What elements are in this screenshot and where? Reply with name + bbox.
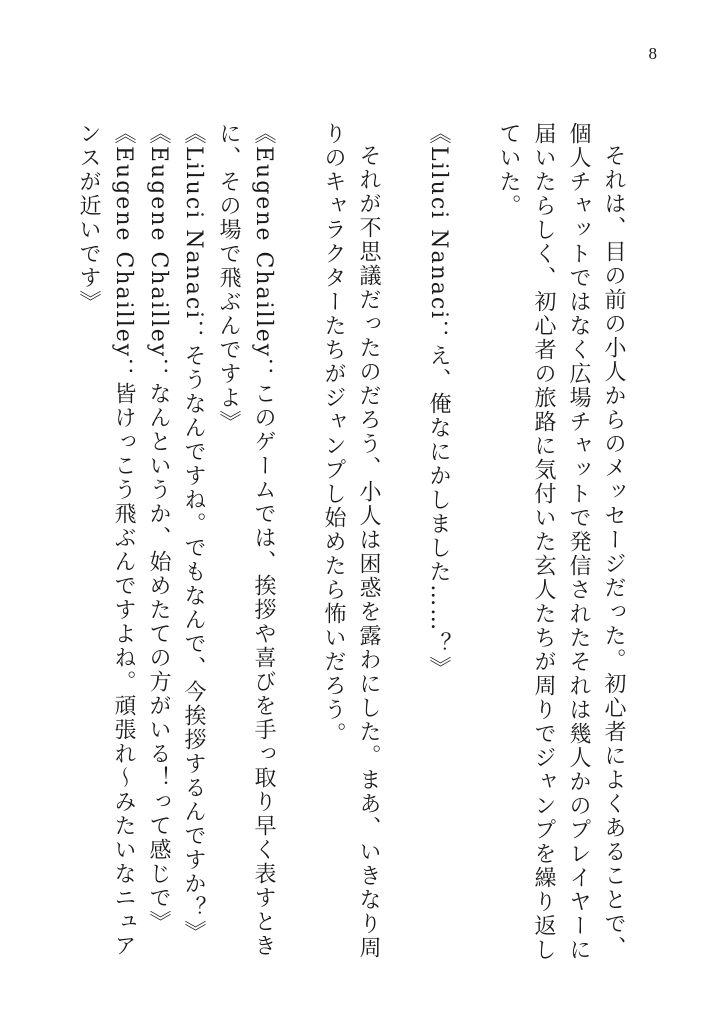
- chat-message: 《Eugene Chailley：皆けっこう飛ぶんですよね。頑張れ〜みたいなニュアンスが近いです》: [76, 122, 136, 959]
- chat-message: 《Eugene Chailley：このゲームでは、挨拶や喜びを手っ取り早く表すときに、その場で飛ぶんですよ》: [216, 122, 276, 959]
- narration-paragraph: それは、目の前の小人からのメッセージだった。初心者によくあることで、個人チャットではなく広場チャットで発信されたそれは幾人かのプレイヤーに届いたらしく、初心者の旅路に気付いた玄人たちが周りでジャンプを繰り返していた。: [496, 122, 626, 962]
- narration-paragraph: それが不思議だったのだろう、小人は困惑を露わにした。まあ、いきなり周りのキャラクターたちがジャンプし始めたら怖いだろう。: [321, 122, 381, 960]
- chat-message: 《Eugene Chailley：なんというか、始めたての方がいる！って感じで》: [146, 122, 171, 935]
- body-text: [71, 122, 631, 982]
- page-number: 8: [648, 44, 657, 63]
- chat-message: 《Liluci Nanaci：え、俺なにかしました……？》: [426, 122, 451, 681]
- chat-message: 《Liluci Nanaci：そうなんですね。でもなんで、今挨拶するんですか？》: [181, 122, 206, 945]
